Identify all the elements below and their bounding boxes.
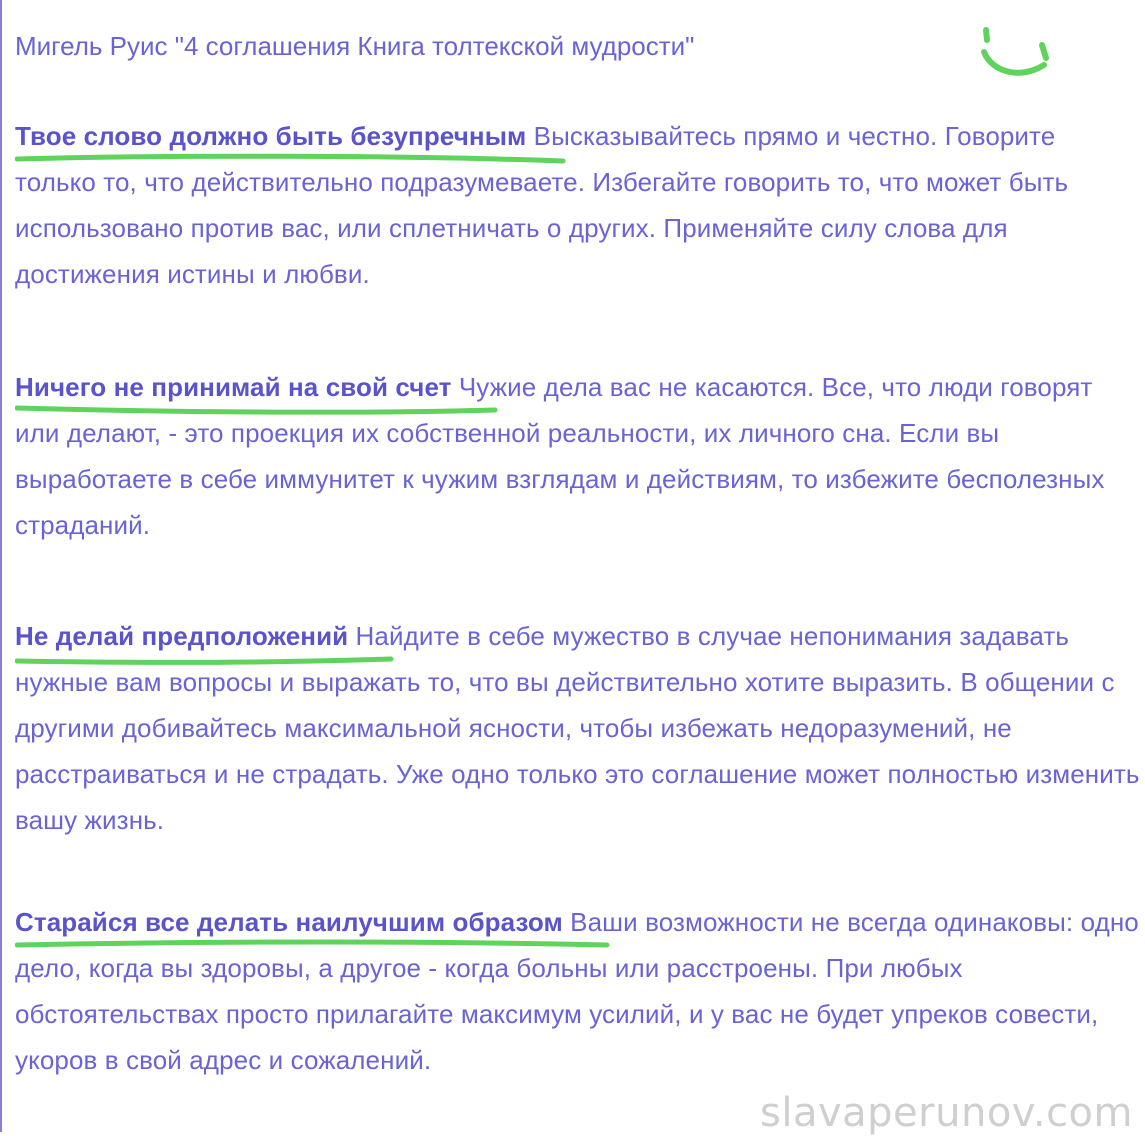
page-title: Мигель Руис "4 соглашения Книга толтекской мудрости" [15,31,695,61]
smiley-face-icon [972,10,1062,85]
section-text: Найдите в себе мужество в случае непонимания задавать нужные вам вопросы и выражать то, что вы действительно хотите выразить. В общении с другими добивайтесь максимальной ясности, чтобы избежать недоразумений, не расстраиваться и не страдать. Уже одно только это соглашение может полностью изменить вашу жизнь. [15,621,1140,835]
section-text: Ваши возможности не всегда одинаковы: одно дело, когда вы здоровы, а другое - когда больны или расстроены. При любых обстоятельствах просто прилагайте максимум усилий, и у вас не будет упреков совести, укоров в свой адрес и сожалений. [15,907,1139,1075]
section-heading: Не делай предположений [15,621,348,651]
section-heading: Твое слово должно быть безупречным [15,121,526,151]
green-underline [15,151,567,165]
section-agreement-2 [15,364,1140,548]
section-text: Высказывайтесь прямо и честно. Говорите только то, что действительно подразумеваете. Избегайте говорить то, что может быть использовано против вас, или сплетничать о других. Применяйте силу слова для достижения истины и любви. [15,121,1069,289]
section-text: Чужие дела вас не касаются. Все, что люди говорят или делают, - это проекция их собственной реальности, их личного сна. Если вы выработаете в себе иммунитет к чужим взглядам и действиям, то избежите бесполезных страданий. [15,372,1105,540]
section-heading: Старайся все делать наилучшим образом [15,907,563,937]
section-agreement-1 [15,113,1140,297]
section-heading: Ничего не принимай на свой счет [15,372,452,402]
watermark: slavaperunov.com [760,1090,1133,1136]
section-agreement-4 [15,899,1140,1083]
green-underline [15,651,395,667]
green-underline [15,937,611,951]
green-underline [15,402,499,416]
section-agreement-3 [15,613,1140,843]
